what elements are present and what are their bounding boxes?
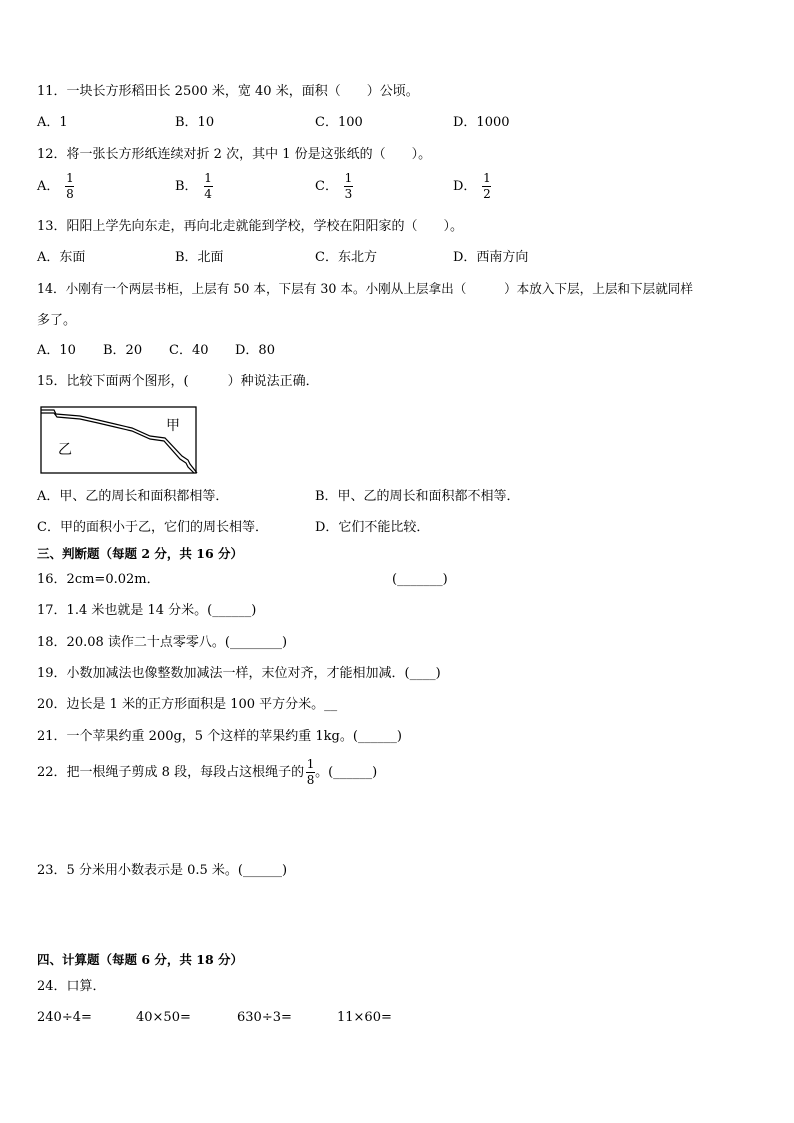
q22-tail: 。(______): [315, 765, 378, 780]
q19-text: 19．小数加减法也像整数加减法一样，末位对齐，才能相加减．(____): [37, 666, 441, 681]
q12-option-a-label: A．: [37, 179, 60, 194]
fraction: [344, 172, 353, 201]
q15-option-b[interactable]: B．甲、乙的周长和面积都不相等．: [315, 489, 520, 504]
q12-option-b-label: B．: [175, 179, 198, 194]
label-jia: 甲: [166, 418, 180, 434]
q13-option-c[interactable]: C．东北方: [315, 250, 377, 265]
q13-option-b[interactable]: B．北面: [175, 250, 224, 265]
q14-option-d[interactable]: D．80: [235, 343, 275, 358]
section-title-judgement: 三、判断题（每题 2 分，共 16 分）: [37, 546, 244, 561]
q24-item-4: 11×60=: [337, 1010, 392, 1025]
numerator: 1: [66, 171, 74, 185]
q15-figure: [40, 406, 198, 476]
figure-frame: [41, 407, 196, 473]
denominator: 3: [344, 187, 353, 201]
fraction: [482, 172, 491, 201]
denominator: 2: [483, 187, 491, 201]
q24-item-3: 630÷3=: [237, 1010, 292, 1025]
q17-text: 17．1.4 米也就是 14 分米。(______): [37, 603, 257, 618]
q20-text: 20．边长是 1 米的正方形面积是 100 平方分米。__: [37, 697, 338, 712]
q12-option-a[interactable]: [37, 172, 74, 201]
denominator: 8: [66, 187, 74, 201]
q14-stem-line2: 多了。: [37, 313, 77, 328]
q12-option-b[interactable]: [175, 172, 213, 201]
q15-option-c[interactable]: C．甲的面积小于乙，它们的周长相等．: [37, 520, 268, 535]
q12-option-c-label: C．: [315, 179, 338, 194]
q15-option-a[interactable]: A．甲、乙的周长和面积都相等．: [37, 489, 229, 504]
label-yi: 乙: [58, 442, 72, 458]
fraction: [204, 172, 213, 201]
numerator: 1: [204, 171, 212, 185]
q23-text: 23．5 分米用小数表示是 0.5 米。(______): [37, 863, 288, 878]
q24-item-2: 40×50=: [136, 1010, 191, 1025]
q12-option-c[interactable]: [315, 172, 353, 201]
q14-option-c[interactable]: C．40: [169, 343, 209, 358]
q12-option-d-label: D．: [453, 179, 477, 194]
denominator: 8: [306, 773, 315, 787]
q13-stem: 13．阳阳上学先向东走，再向北走就能到学校，学校在阳阳家的（ ）。: [37, 219, 464, 234]
q24-item-1: 240÷4=: [37, 1010, 92, 1025]
fraction: [65, 172, 74, 201]
fraction: [306, 758, 315, 787]
q22-text: 22．把一根绳子剪成 8 段，每段占这根绳子的: [37, 765, 305, 780]
q13-option-d[interactable]: D．西南方向: [453, 250, 529, 265]
q22-line: [37, 757, 377, 789]
q16-answer-blank[interactable]: (_______): [392, 572, 448, 587]
q24-stem: 24．口算．: [37, 979, 106, 994]
q13-option-a[interactable]: A．东面: [37, 250, 86, 265]
q14-option-b[interactable]: B．20: [103, 343, 143, 358]
q12-option-d[interactable]: [453, 172, 491, 201]
q11-option-a[interactable]: A．1: [37, 115, 68, 130]
numerator: 1: [483, 171, 491, 185]
q11-option-b[interactable]: B．10: [175, 115, 215, 130]
q15-option-d[interactable]: D．它们不能比较．: [315, 520, 430, 535]
q18-text: 18．20.08 读作二十点零零八。(________): [37, 635, 288, 650]
q14-option-a[interactable]: A．10: [37, 343, 76, 358]
q16-text: 16．2cm=0.02m．: [37, 572, 160, 587]
q15-stem: 15．比较下面两个图形，( ）种说法正确．: [37, 374, 319, 389]
q21-text: 21．一个苹果约重 200g，5 个这样的苹果约重 1kg。(______): [37, 729, 402, 744]
denominator: 4: [204, 187, 212, 201]
q12-stem: 12．将一张长方形纸连续对折 2 次，其中 1 份是这张纸的（ ）。: [37, 147, 432, 162]
q11-option-c[interactable]: C．100: [315, 115, 363, 130]
q11-stem: 11．一块长方形稻田长 2500 米，宽 40 米，面积（ ）公顷。: [37, 84, 419, 99]
section-title-calculation: 四、计算题（每题 6 分，共 18 分）: [37, 952, 244, 967]
numerator: 1: [306, 757, 315, 771]
numerator: 1: [344, 171, 353, 185]
q11-option-d[interactable]: D．1000: [453, 115, 510, 130]
q14-stem-line1: 14．小刚有一个两层书柜，上层有 50 本，下层有 30 本。小刚从上层拿出（ ）本放入下层，上层和下层就同样: [37, 281, 693, 296]
